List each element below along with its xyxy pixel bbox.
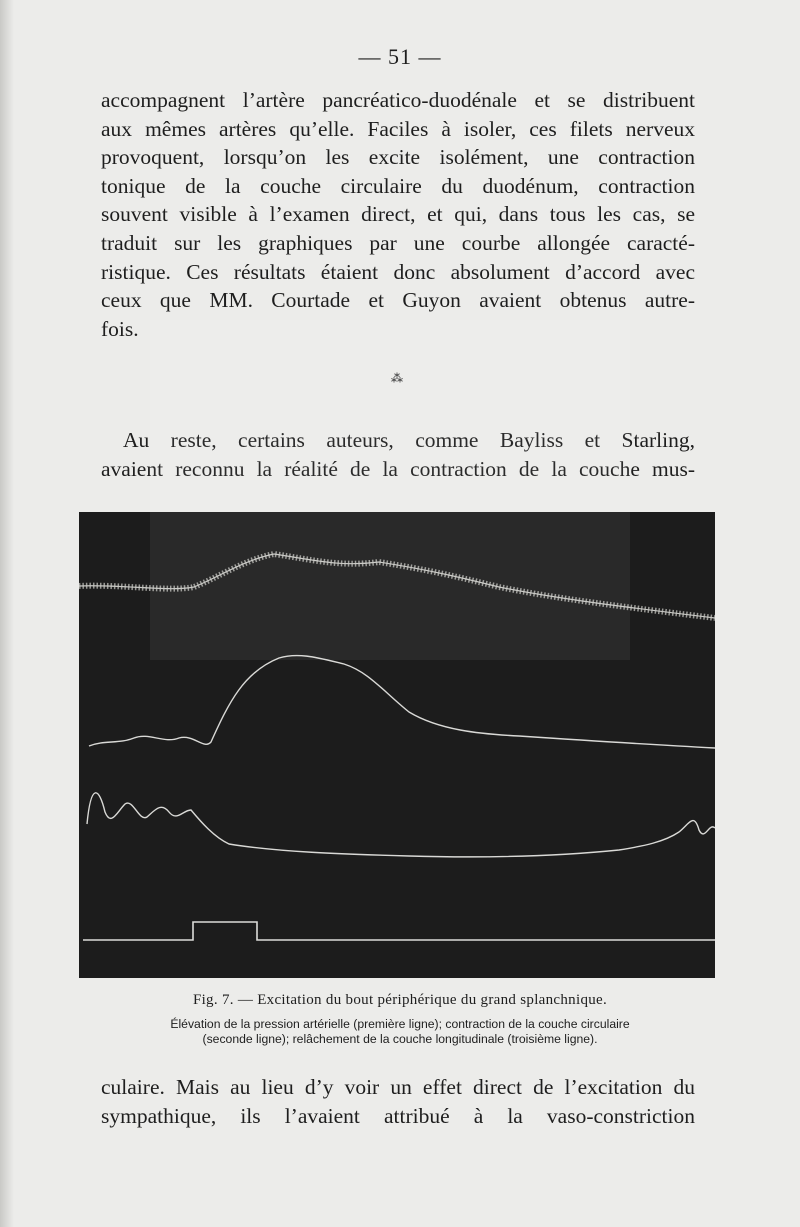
- text-line: ceux que MM. Courtade et Guyon avaient obtenus autre-: [101, 288, 695, 313]
- text-line: culaire. Mais au lieu d’y voir un effet direct de l’excitation du: [101, 1075, 695, 1099]
- text-line: avaient reconnu la réalité de la contraction de la couche mus-: [101, 456, 695, 481]
- kymograph-figure: [79, 512, 715, 978]
- kymograph-traces: [79, 512, 715, 978]
- text-line: provoquent, lorsqu’on les excite isolément, une contraction: [101, 145, 695, 170]
- trace-signal-marker: [83, 922, 715, 940]
- text-line: sympathique, ils l’avaient attribué à la vaso-constriction: [101, 1103, 695, 1128]
- text-line: Au reste, certains auteurs, comme Bayliss et Starling,: [123, 428, 695, 452]
- page-edge-shadow: [0, 0, 14, 1227]
- trace-circular-layer: [89, 656, 715, 748]
- text-line: traduit sur les graphiques par une courbe allongée caracté-: [101, 230, 695, 255]
- page-number: — 51 —: [358, 44, 442, 69]
- paragraph-2: [101, 426, 695, 483]
- figure-caption: [100, 1017, 700, 1047]
- text-line: accompagnent l’artère pancréatico-duodénale et se distribuent: [101, 88, 695, 112]
- figure-title: Fig. 7. — Excitation du bout périphérique du grand splanchnique.: [192, 992, 608, 1008]
- text-line: tonique de la couche circulaire du duodénum, contraction: [101, 173, 695, 198]
- trace-arterial-pressure: [79, 554, 715, 618]
- figure-caption-line: Élévation de la pression artérielle (première ligne); contraction de la couche circulaire: [170, 1017, 630, 1031]
- text-line: ristique. Ces résultats étaient donc absolument d’accord avec: [101, 259, 695, 284]
- section-asterism: ⁂: [391, 371, 403, 385]
- paragraph-1: [101, 86, 695, 343]
- text-line: souvent visible à l’examen direct, et qui, dans tous les cas, se: [101, 202, 695, 227]
- figure-caption-line: (seconde ligne); relâchement de la couche longitudinale (troisième ligne).: [202, 1032, 598, 1046]
- paragraph-3: [101, 1073, 695, 1130]
- text-line: aux mêmes artères qu’elle. Faciles à isoler, ces filets nerveux: [101, 116, 695, 141]
- text-line: fois.: [101, 316, 139, 341]
- trace-longitudinal-layer: [87, 793, 715, 857]
